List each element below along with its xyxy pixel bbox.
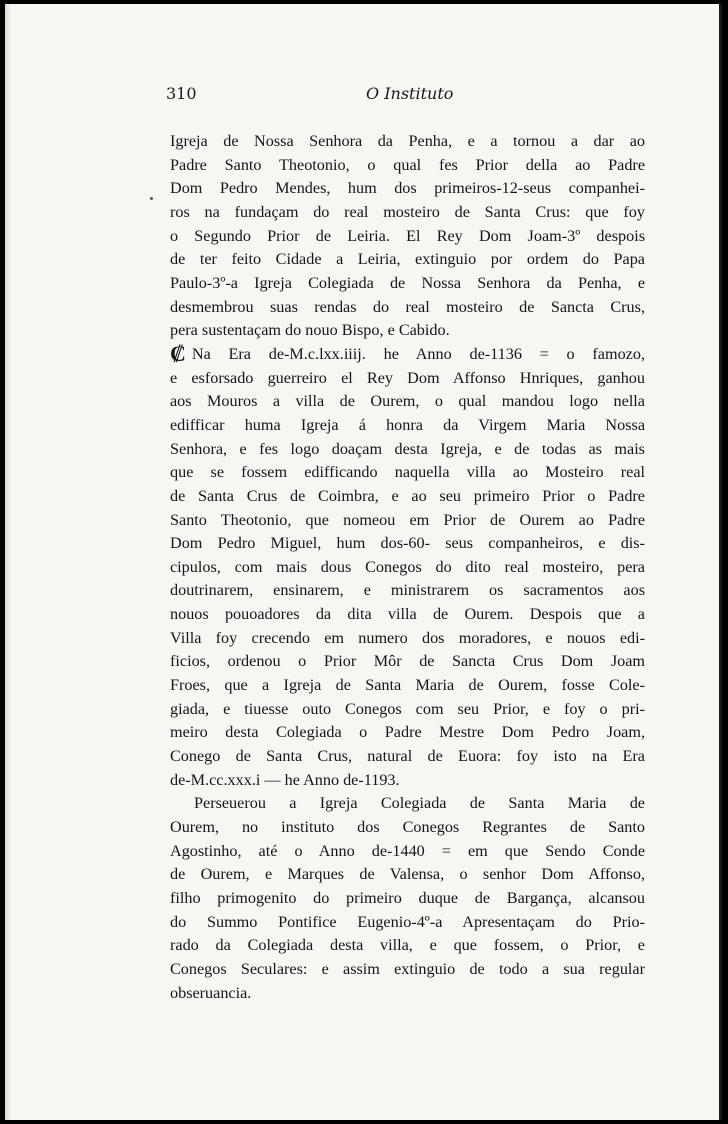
text-line: Paulo-3º-a Igreja Colegiada de Nossa Senhora da Penha, e (170, 273, 645, 292)
text-line: Villa foy crecendo em numero dos moradores, e nouos edi- (170, 628, 645, 647)
body-text (170, 130, 645, 1005)
text-line: nouos pouoadores da dita villa de Ourem. Despois que a (170, 605, 645, 624)
text-line: aos Mouros a villa de Ourem, o qual mandou logo nella (170, 392, 645, 411)
text-line: e esforsado guerreiro el Rey Dom Affonso Hnriques, ganhou (170, 368, 645, 387)
text-line: Dom Pedro Mendes, hum dos primeiros-12-seus companhei- (170, 179, 645, 198)
text-line: Froes, que a Igreja de Santa Maria de Ourem, fosse Cole- (170, 676, 645, 695)
text-line: Perseuerou a Igreja Colegiada de Santa Maria de (194, 794, 645, 813)
text-line: Dom Pedro Miguel, hum dos-60- seus companheiros, e dis- (170, 534, 645, 553)
text-line: do Summo Pontifice Eugenio-4º-a Apresentaçam do Prio- (170, 912, 645, 931)
text-line: Na Era de-M.c.lxx.iiij. he Anno de-1136 = o famozo, (191, 344, 645, 363)
text-line: Igreja de Nossa Senhora da Penha, e a tornou a dar ao (170, 132, 645, 150)
text-line: que se fossem edifficando naquella villa ao Mosteiro real (170, 463, 645, 482)
pilcrow-icon: ₡ (170, 340, 186, 366)
page-header (166, 84, 646, 108)
page-number: 310 (166, 84, 197, 103)
text-line: de ter feito Cidade a Leiria, extinguio por ordem do Papa (170, 250, 645, 269)
running-title: O Instituto (366, 84, 454, 103)
text-line: de-M.cc.xxx.i — he Anno de-1193. (170, 770, 400, 789)
text-line-with-pilcrow (170, 340, 645, 367)
text-line: filho primogenito do primeiro duque de Bargança, alcansou (170, 889, 645, 907)
text-line: Padre Santo Theotonio, o qual fes Prior della ao Padre (170, 155, 645, 174)
text-line: obseruancia. (170, 983, 252, 1002)
book-page (5, 4, 722, 1120)
text-line: edifficar huma Igreja á honra da Virgem Maria Nossa (170, 415, 645, 434)
text-line: rado da Colegiada desta villa, e que fossem, o Prior, e (170, 936, 645, 955)
text-line: ficios, ordenou o Prior Môr de Sancta Crus Dom Joam (170, 652, 645, 671)
text-line: giada, e tiuesse outo Conegos com seu Prior, e foy o pri- (170, 699, 645, 718)
text-line: de Ourem, e Marques de Valensa, o senhor Dom Affonso, (170, 865, 645, 884)
text-line: Conego de Santa Crus, natural de Euora: foy isto na Era (170, 747, 645, 766)
text-line: meiro desta Colegiada o Padre Mestre Dom Pedro Joam, (170, 723, 645, 742)
text-line: ros na fundaçam do real mosteiro de Santa Crus: que foy (170, 202, 645, 221)
text-line: de Santa Crus de Coimbra, e ao seu primeiro Prior o Padre (170, 486, 645, 505)
text-line: Conegos Seculares: e assim extinguio de todo a sua regular (170, 959, 645, 978)
text-line: Senhora, e fes logo doaçam desta Igreja, e de todas as mais (170, 439, 645, 458)
text-line: doutrinarem, ensinarem, e ministrarem os sacramentos aos (170, 581, 645, 600)
margin-dot-mark (150, 197, 153, 200)
text-line: cipulos, com mais dous Conegos do dito real mosteiro, pera (170, 557, 645, 576)
text-line: pera sustentaçam do nouo Bispo, e Cabido. (170, 321, 450, 340)
page-edge-shadow (5, 4, 11, 1120)
text-line: o Segundo Prior de Leiria. El Rey Dom Joam-3º despois (170, 226, 645, 245)
text-line: desmembrou suas rendas do real mosteiro de Sancta Crus, (170, 297, 645, 316)
text-line: Agostinho, até o Anno de-1440 = em que Sendo Conde (170, 841, 645, 860)
text-line: Santo Theotonio, que nomeou em Prior de Ourem ao Padre (170, 510, 645, 529)
text-line: Ourem, no instituto dos Conegos Regrantes de Santo (170, 818, 645, 837)
